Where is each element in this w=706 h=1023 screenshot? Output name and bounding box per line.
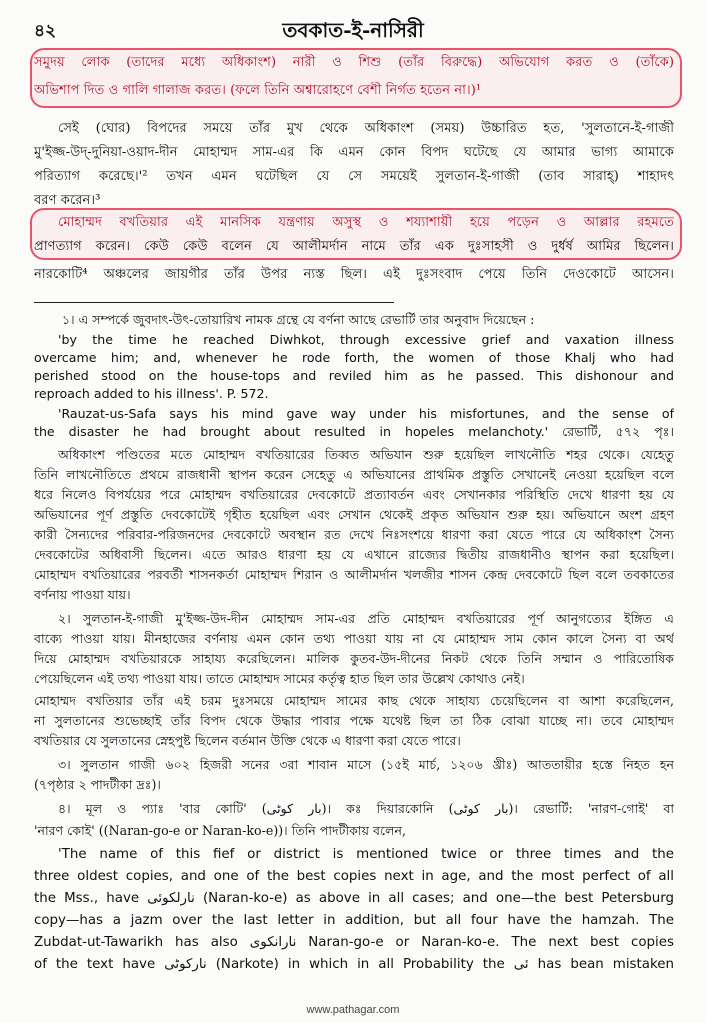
- footnote-line: দেবকোটের অধিবাসী ছিলেন। এতে আরও ধারণা হয় যে এখানে রাজ্যের দ্বিতীয় রাজধানীও স্থাপন করা হয়েছিল।: [34, 547, 674, 562]
- footer-url: www.pathagar.com: [306, 1004, 400, 1016]
- footnote-line: বাক্যে পাওয়া যায়। মীনহাজের বর্ণনায় এমন কোন তথ্য পাওয়া যায় না যে মোহাম্মদ সাম কোন কালে সৈন্য বা অর্থ: [34, 631, 674, 646]
- footnote-line: overcame him; and, whenever he rode forth, the women of those Khalj who had: [34, 350, 674, 365]
- footnote-line: অভিযানের পূর্ণ প্রস্তুতি দেবকোটেই গৃহীত হয়েছিল এবং সেখান থেকেই প্রকৃত অভিযান শুরু হয়। অভিযানে অংশ গ্রহণ: [34, 507, 674, 522]
- footnote-line: 'The name of this fief or district is mentioned twice or three times and the: [58, 847, 674, 862]
- footnote-line: Zubdat-ut-Tawarikh has also نارانکوی Naran-go-e or Naran-ko-e. The next best copies: [34, 935, 674, 950]
- main-text-line: প্রাণত্যাগ করেন। কেউ কেউ বলেন যে আলীমর্দান নামে তাঁর এক দুঃসাহসী ও দুর্ধর্ষ আমির ছিলেন।: [34, 239, 674, 254]
- footnote-line: copy—has a jazm over the last letter in addition, but all four have the hamzah. The: [34, 913, 674, 928]
- footnote-line: পেয়েছিলেন এই তথ্য পাওয়া যায়। তাতে মোহাম্মদ সামের কর্তৃত্ব হাত ছিল তার উল্লেখ কোথাও নেই।: [34, 671, 525, 686]
- main-text-line: সমুদয় লোক (তাদের মধ্যে অধিকাংশ) নারী ও শিশু (তাঁর বিরুদ্ধে) অভিযোগ করত ও (তাঁকে): [34, 55, 674, 70]
- footnote-line: (৭পৃষ্ঠার ২ পাদটীকা দ্রঃ)।: [34, 777, 161, 792]
- page-header: [34, 16, 672, 46]
- footnote-line: ৪। মূল ও প্যাঃ 'বার কোটি' (بار کوٹی)। কঃ দিয়ারকোনি (بار کوٹی)। রেভার্টি: 'নারণ-গোই' বা: [58, 801, 674, 816]
- footnote-line: 'নারণ কোই' ((Naran-go-e or Naran-ko-e))। তিনি পাদটীকায় বলেন,: [34, 823, 406, 838]
- footnote-line: তিনি লাখনৌতিতে প্রথমে রাজধানী স্থাপন করেন সেহেতু এ অভিযানের প্রাথমিক প্রস্তুতি সেখানেই নেওয়া হয়েছিল বলে: [34, 467, 674, 482]
- footnote-line: ৩। সুলতান গাজী ৬০২ হিজরী সনের ৩রা শাবান মাসে (১৫ই মার্চ, ১২০৬ খ্রীঃ) আততায়ীর হস্তে নিহত হন: [58, 757, 674, 772]
- footnote-line: বর্ণনায় পাওয়া যায়।: [34, 587, 131, 602]
- footnote-line: মোহাম্মদ বখতিয়ারের পরবর্তী শাসনকর্তা মোহাম্মদ শিরান ও আলীমর্দান খলজীর শাসন কেন্দ্র দেবকোটে ছিল বলে তবকাতের: [34, 567, 674, 582]
- main-text-line: নারকোটি⁴ অঞ্চলের জায়গীর তাঁর উপর ন্যস্ত ছিল। এই দুঃসংবাদ পেয়ে তিনি দেওকোটে আসেন।: [34, 267, 674, 282]
- footnote-line: 'by the time he reached Diwhkot, through excessive grief and vaxation illness: [58, 332, 674, 347]
- footnote-line: ২। সুলতান-ই-গাজী মু'ইজ্জ-উদ-দীন মোহাম্মদ সাম-এর প্রতি মোহাম্মদ বখতিয়ারের পূর্ণ আনুগত্যের ইঙ্গিত এ: [58, 611, 674, 626]
- main-text-line: অভিশাপ দিত ও গালি গালাজ করত। (ফলে তিনি অশ্বারোহণে বেশী নির্গত হতেন না।)¹: [34, 83, 482, 98]
- footnote-line: ধরে নিলেও বিপর্যয়ের পরে মোহাম্মদ বখতিয়ারের দেবকোটে প্রত্যাবর্তন এবং সেখানকার পরিস্থিতি দেখে ধারণা হয় যে: [34, 487, 674, 502]
- page-number: ৪২: [34, 21, 57, 41]
- footnote-line: the disaster he had brought about resulted in hopeles melanchoty.' রেভার্টি, ৫৭২ পৃঃ।: [34, 424, 674, 439]
- footnote-line: reproach added to his illness'. P. 572.: [34, 386, 269, 401]
- footnote-line: কারী সৈন্যদের পরিবার-পরিজনদের দেবকোটে অবস্থান রত দেখে নিঃসংশয়ে ধারণা করা যেতে পারে যে অধিকাংশ সৈন্য: [34, 527, 674, 542]
- main-text-line: মু'ইজ্জ-উদ্-দুনিয়া-ওয়াদ-দীন মোহাম্মদ সাম-এর কি এমন কোন বিপদ ঘটেছে যে আমার ভাগ্য আমাকে: [34, 145, 674, 160]
- main-text-line: বরণ করেন।³: [34, 193, 101, 208]
- footnote-line: বখতিয়ার যে সুলতানের স্নেহপুষ্ট ছিলেন বর্তমান উক্তি থেকে এ ধারণা করা যেতে পারে।: [34, 733, 461, 748]
- footnote-line: ১। এ সম্পর্কে জুবদাৎ-উৎ-তোয়ারিখ নামক গ্রন্থে যে বর্ণনা আছে রেভার্টি তার অনুবাদ দিয়েছেন :: [62, 312, 535, 327]
- main-text-line: পরিত্যাগ করেছে।'² তখন এমন ঘটেছিল যে সে সময়েই সুলতান-ই-গাজী (তাব সারাহ্) শাহাদৎ: [34, 169, 674, 184]
- footnote-line: the Mss., have نارلکوئی (Naran-ko-e) as above in all cases; and one—the best Petersburg: [34, 891, 674, 906]
- footnote-line: দিয়ে মোহাম্মদ বখতিয়ারকে সাহায্য করেছিলেন। মালিক কুতব-উদ-দীনের নিকট থেকে তিনি সম্মান ও পারিতোষিক: [34, 651, 674, 666]
- main-text-line: মোহাম্মদ বখতিয়ার এই মানসিক যন্ত্রণায় অসুস্থ ও শয্যাশায়ী হয়ে পড়েন ও আল্লার রহমতে: [58, 215, 674, 230]
- footnote-line: of the text have نارکوٹی (Narkote) in which in all Probability the ئی has bean mistaken: [34, 957, 674, 972]
- footnote-line: three oldest copies, and one of the best copies next in age, and the most perfect of all: [34, 869, 674, 884]
- footnote-line: অধিকাংশ পণ্ডিতের মতে মোহাম্মদ বখতিয়ারের তিব্বত অভিযান শুরু হয়েছিল লাখনৌতি শহর থেকে। যেহেতু: [58, 447, 674, 462]
- main-text-line: সেই (ঘোর) বিপদের সময়ে তাঁর মুখ থেকে অধিকাংশ (সময়) উচ্চারিত হত, 'সুলতানে-ই-গাজী: [58, 121, 674, 136]
- page-title: তবকাত-ই-নাসিরী: [282, 18, 424, 42]
- footnote-divider: [34, 302, 394, 303]
- footnote-line: 'Rauzat-us-Safa says his mind gave way under his misfortunes, and the sense of: [58, 406, 674, 421]
- footnote-line: মোহাম্মদ বখতিয়ার তাঁর এই চরম দুঃসময়ে মোহাম্মদ সামের কাছ থেকে সাহায্য চেয়েছিলেন বা আশা করেছিলেন,: [34, 693, 674, 708]
- footnote-line: না সুলতানের শুভেচ্ছাই তাঁর বিপদ থেকে উদ্ধার পাবার পক্ষে যথেষ্ট ছিল তা ঠিক বোঝা যাচ্ছে না। তবে মোহাম্মদ: [34, 713, 674, 728]
- footnote-line: perished stood on the house-tops and reviled him as he passed. This dishonour and: [34, 368, 674, 383]
